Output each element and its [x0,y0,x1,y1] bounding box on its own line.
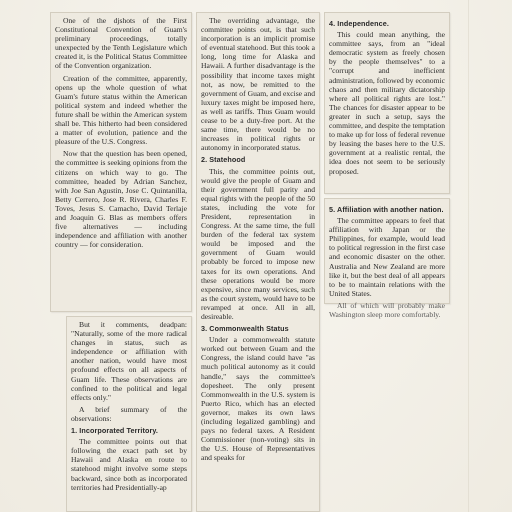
heading-statehood: 2. Statehood [201,155,246,165]
observations-paragraph-2: A brief summary of the observations: [71,404,187,423]
heading-commonwealth-status: 3. Commonwealth Status [201,324,289,334]
incorporated-territory-paragraph: The committee points out that following the exact path set by Hawaii and Alaska en route to statehood might involve some steps backward, since both as incorporated territories had Presidentially-ap [71,437,187,492]
observations-paragraph-1: But it comments, deadpan: "Naturally, some of the more radical changes in status, such as independence or affiliation with another nation, would have most profound effects on all aspects of Guam life. These observations are confined to the political and legal effects only." [71,320,187,402]
clipping-intro [50,12,192,312]
intro-paragraph-2: Creation of the committee, apparently, opens up the whole question of what Guam's future status within the American political system and indeed whether the future shall be within the American system shall be. This hitherto had been considered a matter of evolution, patience and the pleasure of the U.S. Congress. [55,73,187,147]
intro-paragraph-1: One of the djshots of the First Constitutional Convention of Guam's preliminary proceedings, totally unexpected by the Tenth Legislature which created it, is the Political Status Committee of the Convention organization. [55,16,187,71]
intro-paragraph-3: Now that the question has been opened, the committee is seeking opinions from the citizens on which way to go. The committee, headed by Adrian Sanchez, with Joe San Agustin, Jose C. Quintanilla, Betty Cerrero, Jose R. Rivera, Charles F. Toves, Jesus S. Camacho, David Terlaje and Joaquin G. Blas as members offers five alternatives — including independence and affiliation with another country — for consideration. [55,149,187,250]
heading-incorporated-territory: 1. Incorporated Territory. [71,426,159,436]
statehood-paragraph: This, the committee points out, would give the people of Guam and their government full parity and equal rights with the people of the 50 states, including the vote for President, representation in Congress. At the same time, the full burden of the federal tax system would be imposed and the government of Guam would probably be forced to impose new taxes for its own operations. And these operations would be more expensive, since many services, such as the court system, would have to be revamped at once. All in all, desireable. [201,166,315,321]
affiliation-paragraph-2: All of which will probably make Washington sleep more comfortably. [329,300,445,320]
clipping-status-options [196,12,320,512]
heading-affiliation: 5. Affiliation with another nation. [329,205,444,214]
page-fold-line [468,0,469,512]
heading-independence: 4. Independence. [329,19,389,28]
clipping-affiliation [324,198,450,320]
commonwealth-paragraph: Under a commonwealth statute worked out between Guam and the Congress, the island could have "as much political autonomy as it could handle," says the committee's dopesheet. The only present Commonwealth in the U.S. system is Puerto Rico, which has an elected governor, makes its own laws (including legalized gambling) and pays no federal taxes. A Resident Commissioner (non-voting) sits in the U.S. House of Representatives and speaks for [201,335,315,463]
affiliation-paragraph-1: The committee appears to feel that affiliation with Japan or the Philippines, for example, would lead to political regression in the first case and economic disaster on the other. Australia and New Zealand are more like it, but the best deal of all appears to be to maintain relations with the United States. [329,216,445,298]
clipping-observations [66,316,192,512]
incorporation-paragraph: The overriding advantage, the committee points out, is that such incorporation is an implicit promise of eventual statehood. But this took a long, long time for Alaska and Hawaii. A further disadvantage is the possibility that income taxes might not, as now, be remitted to the government of Guam, and excise and luxury taxes might be imposed here, as well as tariffs. Thus Guam would cease to be a duty-free port. At the same time, there would be no increases in political rights or autonomy in incorporated status. [201,16,315,153]
independence-paragraph: This could mean anything, the committee says, from an "ideal democratic system as freely chosen by the people themselves" to a "corrupt and inefficient administration, followed by economic chaos and then military dictatorship where all political rights are lost." The chances for disaster appear to be greater in such a setup, says the committee, and despite the temptation to make up for loss of federal revenue by leasing the bases here to the U.S. government at a realistic rental, the idea does not seem to be seriously proposed. [329,30,445,176]
clipping-independence [324,12,450,194]
